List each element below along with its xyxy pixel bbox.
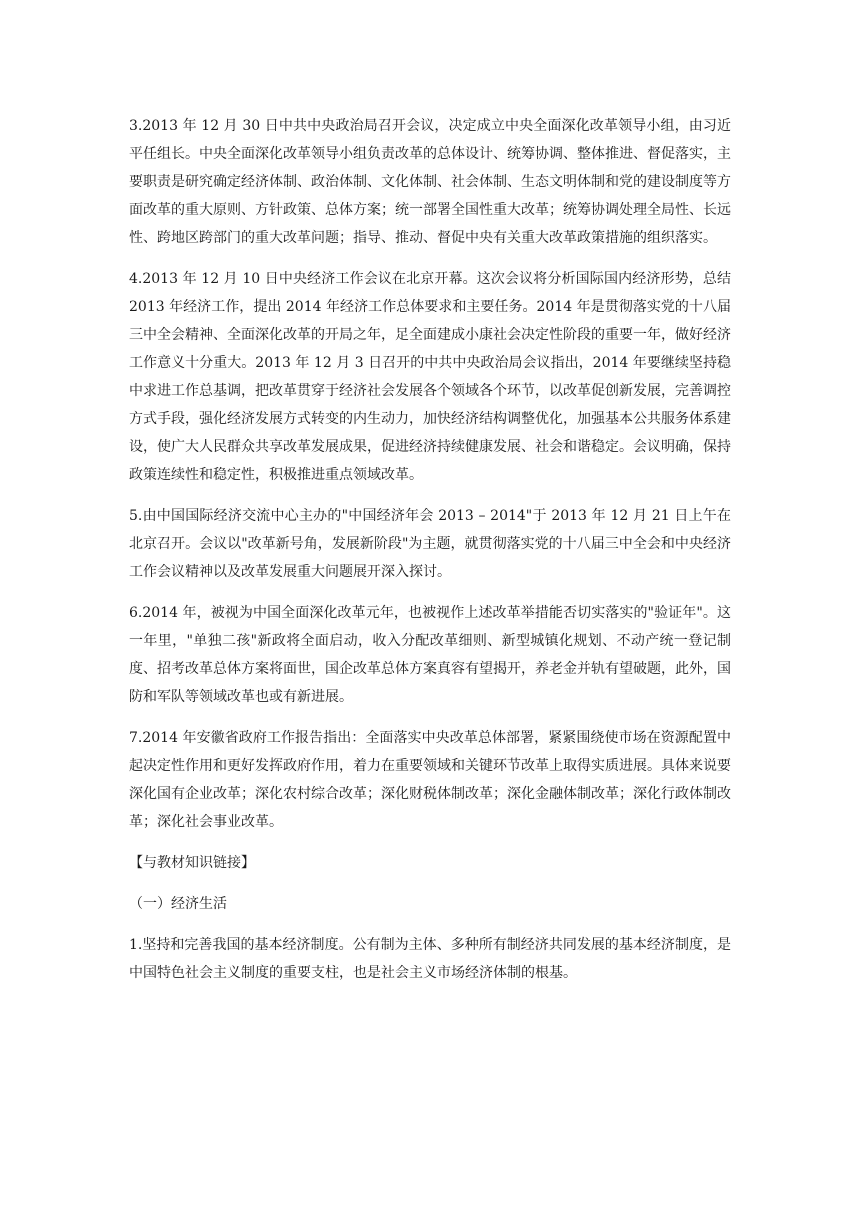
paragraph-economy-1: 1.坚持和完善我国的基本经济制度。公有制为主体、多种所有制经济共同发展的基本经济制度，是中国特色社会主义制度的重要支柱，也是社会主义市场经济体制的根基。 xyxy=(129,937,731,981)
section-heading: 【与教材知识链接】 xyxy=(129,855,255,871)
paragraph-4: 4.2013 年 12 月 10 日中央经济工作会议在北京开幕。这次会议将分析国际国内经济形势，总结 2013 年经济工作，提出 2014 年经济工作总体要求和主要任务。2014 年是贯彻落实党的十八届三中全会精神、全面深化改革的开局之年，足全面建成小康社会决定性阶段的重要一年，做好经济工作意义十分重大。2013 年 12 月 3 日召开的中共中央政治局会议指出，2014 年要继续坚持稳中求进工作总基调，把改革贯穿于经济社会发展各个领域各个环节，以改革促创新发展，完善调控方式手段，强化经济发展方式转变的内生动力，加快经济结构调整优化，加强基本公共服务体系建设，使广大人民群众共享改革发展成果，促进经济持续健康发展、社会和谐稳定。会议明确，保持政策连续性和稳定性，积极推进重点领域改革。 xyxy=(129,271,731,483)
paragraph-7: 7.2014 年安徽省政府工作报告指出：全面落实中央改革总体部署，紧紧围绕使市场在资源配置中起决定性作用和更好发挥政府作用，着力在重要领域和关键环节改革上取得实质进展。具体来说要深化国有企业改革；深化农村综合改革；深化财税体制改革；深化金融体制改革；深化行政体制改革；深化社会事业改革。 xyxy=(129,730,731,830)
document-page xyxy=(129,112,731,1000)
paragraph-3: 3.2013 年 12 月 30 日中共中央政治局召开会议，决定成立中央全面深化改革领导小组，由习近平任组长。中央全面深化改革领导小组负责改革的总体设计、统筹协调、整体推进、督促落实，主要职责是研究确定经济体制、政治体制、文化体制、社会体制、生态文明体制和党的建设制度等方面改革的重大原则、方针政策、总体方案；统一部署全国性重大改革；统筹协调处理全局性、长远性、跨地区跨部门的重大改革问题；指导、推动、督促中央有关重大改革政策措施的组织落实。 xyxy=(129,118,731,246)
paragraph-5: 5.由中国国际经济交流中心主办的"中国经济年会 2013 – 2014"于 2013 年 12 月 21 日上午在北京召开。会议以"改革新号角，发展新阶段"为主题，就贯彻落实党的十八届三中全会和中央经济工作会议精神以及改革发展重大问题展开深入探讨。 xyxy=(129,508,731,580)
paragraph-6: 6.2014 年，被视为中国全面深化改革元年，也被视作上述改革举措能否切实落实的"验证年"。这一年里，"单独二孩"新政将全面启动，收入分配改革细则、新型城镇化规划、不动产统一登记制度、招考改革总体方案将面世，国企改革总体方案真容有望揭开，养老金并轨有望破题，此外，国防和军队等领域改革也或有新进展。 xyxy=(129,605,731,705)
sub-heading: （一）经济生活 xyxy=(129,896,227,912)
